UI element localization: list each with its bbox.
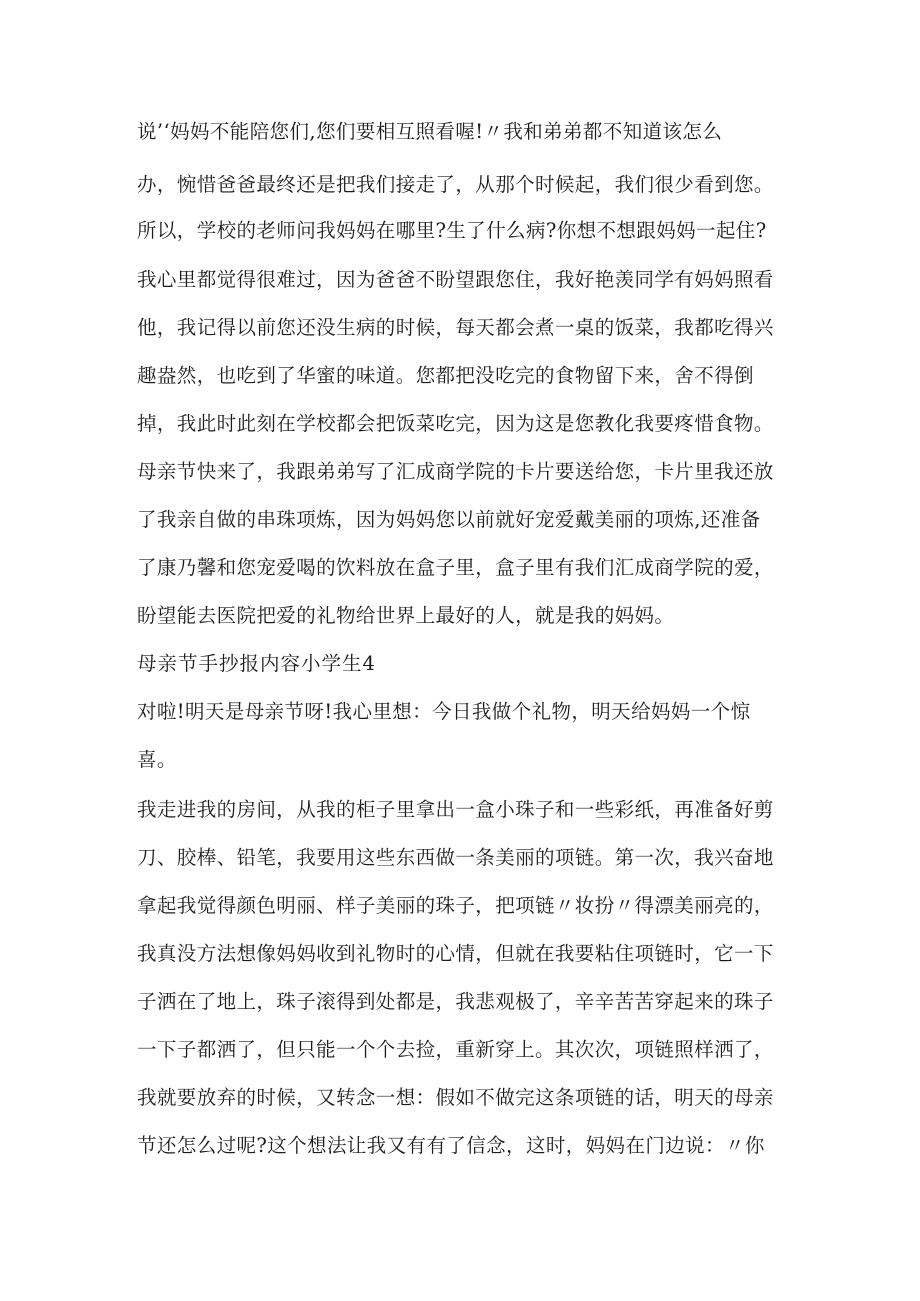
paragraph-1-line-4: 我心里都觉得很难过，因为爸爸不盼望跟您住，我好艳羡同学有妈妈照看 — [137, 268, 774, 291]
paragraph-1-line-6: 趣盎然，也吃到了华蜜的味道。您都把没吃完的食物留下来，舍不得倒 — [137, 364, 754, 387]
paragraph-1-line-5: 他，我记得以前您还没生病的时候，每天都会煮一桌的饭菜，我都吃得兴 — [137, 316, 774, 339]
paragraph-4-line-4: 我真没方法想像妈妈收到礼物时的心情，但就在我要粘住项链时，它一下 — [137, 942, 774, 965]
paragraph-2-line-1: 母亲节快来了，我跟弟弟写了汇成商学院的卡片要送给您，卡片里我还放 — [137, 460, 774, 483]
paragraph-2-line-2: 了我亲自做的串珠项炼，因为妈妈您以前就好宠爱戴美丽的项炼,还准备 — [137, 508, 761, 531]
paragraph-4-line-6: 一下子都洒了，但只能一个个去捡，重新穿上。其次次，项链照样洒了， — [137, 1038, 774, 1061]
paragraph-1-line-1: 说’‘妈妈不能陪您们,您们要相互照看喔!〃我和弟弟都不知道该怎么 — [137, 120, 723, 143]
paragraph-4-line-8: 节还怎么过呢?这个想法让我又有有了信念，这时，妈妈在门边说：〃你 — [137, 1134, 765, 1157]
paragraph-3-line-2: 喜。 — [137, 748, 177, 771]
paragraph-4-line-2: 刀、胶棒、铅笔，我要用这些东西做一条美丽的项链。第一次，我兴奋地 — [137, 846, 774, 869]
paragraph-2-line-4: 盼望能去医院把爱的礼物给世界上最好的人，就是我的妈妈。 — [137, 604, 675, 627]
paragraph-4-line-3: 拿起我觉得颜色明丽、样子美丽的珠子，把项链〃妆扮〃得漂美丽亮的， — [137, 894, 774, 917]
paragraph-2-line-3: 了康乃馨和您宠爱喝的饮料放在盒子里，盒子里有我们汇成商学院的爱， — [137, 556, 774, 579]
paragraph-4-line-5: 子洒在了地上，珠子滚得到处都是，我悲观极了，辛辛苦苦穿起来的珠子 — [137, 990, 774, 1013]
paragraph-1-line-7: 掉，我此时此刻在学校都会把饭菜吃完，因为这是您教化我要疼惜食物。 — [137, 412, 774, 435]
paragraph-4-line-1: 我走进我的房间，从我的柜子里拿出一盒小珠子和一些彩纸，再准备好剪 — [137, 798, 774, 821]
paragraph-1-line-2: 办，惋惜爸爸最终还是把我们接走了，从那个时候起，我们很少看到您。 — [137, 173, 774, 196]
paragraph-4-line-7: 我就要放弃的时候，又转念一想：假如不做完这条项链的话，明天的母亲 — [137, 1086, 774, 1109]
paragraph-3-line-1: 对啦!明天是母亲节呀!我心里想：今日我做个礼物，明天给妈妈一个惊 — [137, 700, 751, 723]
paragraph-1-line-3: 所以，学校的老师问我妈妈在哪里?生了什么病?你想不想跟妈妈一起住? — [137, 219, 767, 242]
section-heading: 母亲节手抄报内容小学生4 — [137, 652, 376, 675]
